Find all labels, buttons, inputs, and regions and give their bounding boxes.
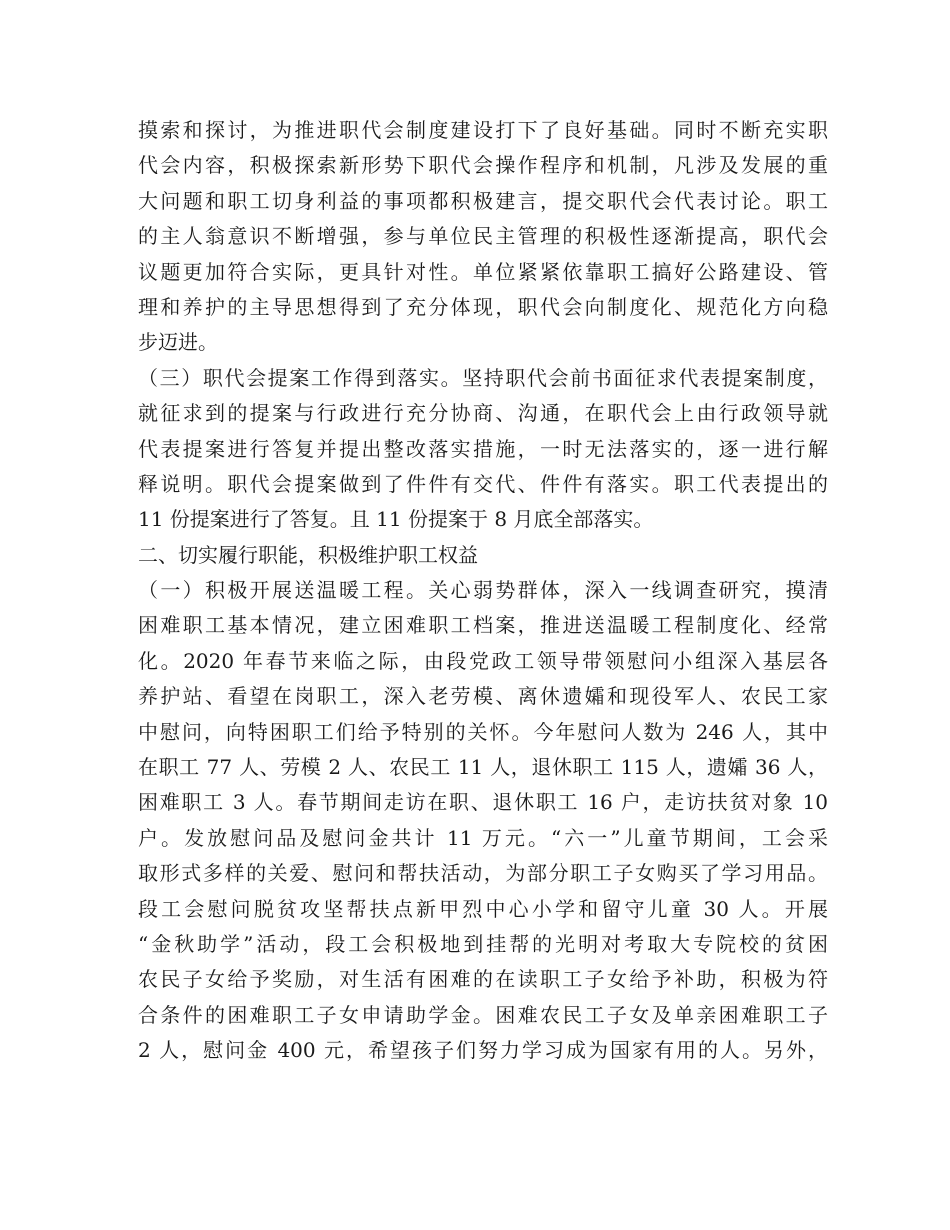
text-line: “金秋助学”活动，段工会积极地到挂帮的光明对考取大专院校的贫困 xyxy=(138,931,828,956)
text-line: 户。发放慰问品及慰问金共计 11 万元。“六一”儿童节期间，工会采 xyxy=(138,825,828,850)
text-line: 困难职工 3 人。春节期间走访在职、退休职工 16 户，走访扶贫对象 10 xyxy=(138,790,828,815)
text-line: 2 人，慰问金 400 元，希望孩子们努力学习成为国家有用的人。另外， xyxy=(138,1038,828,1063)
text-line: 农民子女给予奖励，对生活有困难的在读职工子女给予补助，积极为符 xyxy=(138,967,828,992)
text-line: 取形式多样的关爱、慰问和帮扶活动，为部分职工子女购买了学习用品。 xyxy=(138,861,828,886)
text-line: 段工会慰问脱贫攻坚帮扶点新甲烈中心小学和留守儿童 30 人。开展 xyxy=(138,896,828,921)
document-body xyxy=(138,113,828,1069)
text-line: 中慰问，向特困职工们给予特别的关怀。今年慰问人数为 246 人，其中 xyxy=(138,719,828,744)
text-line: 困难职工基本情况，建立困难职工档案，推进送温暖工程制度化、经常 xyxy=(138,613,828,638)
text-line: 议题更加符合实际，更具针对性。单位紧紧依靠职工搞好公路建设、管 xyxy=(138,259,828,284)
text-line: 养护站、看望在岗职工，深入老劳模、离休遗孀和现役军人、农民工家 xyxy=(138,684,828,709)
text-line: 在职工 77 人、劳模 2 人、农民工 11 人，退休职工 115 人，遗孀 36 人， xyxy=(138,755,828,780)
text-line: 步迈进。 xyxy=(138,330,218,355)
text-line: 就征求到的提案与行政进行充分协商、沟通，在职代会上由行政领导就 xyxy=(138,401,828,426)
text-line: 化。2020 年春节来临之际，由段党政工领导带领慰问小组深入基层各 xyxy=(138,648,828,673)
text-line: 的主人翁意识不断增强，参与单位民主管理的积极性逐渐提高，职代会 xyxy=(138,224,828,249)
text-line: 释说明。职代会提案做到了件件有交代、件件有落实。职工代表提出的 xyxy=(138,471,828,496)
text-line: 代会内容，积极探索新形势下职代会操作程序和机制，凡涉及发展的重 xyxy=(138,153,828,178)
text-line: 11 份提案进行了答复。且 11 份提案于 8 月底全部落实。 xyxy=(138,507,654,532)
text-line: 理和养护的主导思想得到了充分体现，职代会向制度化、规范化方向稳 xyxy=(138,294,828,319)
text-line: 摸索和探讨，为推进职代会制度建设打下了良好基础。同时不断充实职 xyxy=(138,118,828,142)
text-line: 大问题和职工切身利益的事项都积极建言，提交职代会代表讨论。职工 xyxy=(138,188,828,213)
text-line: 合条件的困难职工子女申请助学金。困难农民工子女及单亲困难职工子 xyxy=(138,1002,828,1027)
text-line: 代表提案进行答复并提出整改落实措施，一时无法落实的，逐一进行解 xyxy=(138,436,828,461)
text-line: （三）职代会提案工作得到落实。坚持职代会前书面征求代表提案制度， xyxy=(138,365,828,390)
text-line: （一）积极开展送温暖工程。关心弱势群体，深入一线调查研究，摸清 xyxy=(138,578,828,603)
section-heading: 二、切实履行职能，积极维护职工权益 xyxy=(138,542,478,567)
